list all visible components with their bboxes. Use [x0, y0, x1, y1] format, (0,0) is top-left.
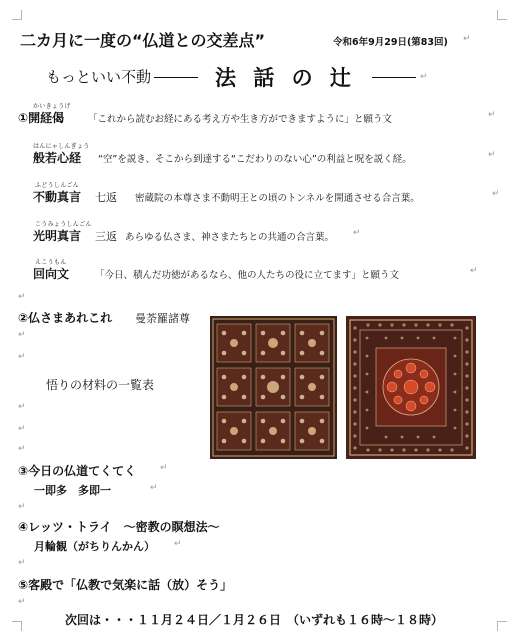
item3-detail: 一即多 多即一 [34, 484, 111, 497]
sutra-description: 「今日、積んだ功徳があるなら、他の人たちの役に立てます」と願う文 [95, 270, 400, 281]
sutra-description: あらゆる仏さま、神さまたちとの共通の合言葉。 [125, 232, 335, 243]
item2-note: 悟りの材料の一覧表 [46, 378, 155, 392]
sutra-ruby: こうみょうしんごん [35, 221, 92, 228]
item1-description: 「これから読むお経にある考え方や生き方ができますように」と願う文 [88, 114, 393, 125]
paragraph-mark-icon: ↵ [492, 189, 500, 199]
paragraph-mark-icon: ↵ [174, 539, 182, 549]
paragraph-mark-icon: ↵ [488, 110, 496, 120]
subheader-lead: もっといい不動 [46, 68, 152, 86]
paragraph-mark-icon: ↵ [18, 402, 26, 412]
sutra-ruby: えこうもん [35, 259, 67, 266]
taizokai-mandala-image [210, 316, 337, 459]
item2-topic: 曼荼羅諸尊 [135, 312, 190, 325]
item4-detail: 月輪観（がちりんかん） [34, 540, 155, 553]
paragraph-mark-icon: ↵ [18, 330, 26, 340]
item5-heading: ⑤客殿で「仏教で気楽に話（放）そう」 [18, 578, 233, 592]
paragraph-mark-icon: ↵ [470, 266, 478, 276]
item4-heading: ④レッツ・トライ ～密教の瞑想法～ [18, 520, 220, 534]
item1-heading: ①開経偈 [18, 111, 65, 125]
paragraph-mark-icon: ↵ [18, 558, 26, 568]
paragraph-mark-icon: ↵ [18, 444, 26, 454]
paragraph-mark-icon: ↵ [18, 352, 26, 362]
sutra-ruby: ふどうしんごん [35, 182, 80, 189]
kongokai-mandala-graphic [346, 316, 476, 459]
header-date: 令和6年9月29日(第83回) [333, 37, 448, 48]
sutra-name: 般若心経 [33, 151, 82, 165]
paragraph-mark-icon: ↵ [18, 424, 26, 434]
paragraph-mark-icon: ↵ [353, 228, 361, 238]
footer-next-dates: 次回は・・・１１月２４日／１月２６日 （いずれも１６時～１８時） [65, 613, 444, 627]
item1-ruby: かいきょうげ [33, 103, 71, 110]
paragraph-mark-icon: ↵ [463, 34, 471, 44]
paragraph-mark-icon: ↵ [150, 483, 158, 493]
page-corner-mark [12, 10, 22, 20]
paragraph-mark-icon: ↵ [18, 597, 26, 607]
paragraph-mark-icon: ↵ [420, 72, 428, 82]
sutra-name: 光明真言 [33, 229, 82, 243]
item2-heading: ②仏さまあれこれ [18, 311, 113, 325]
sutra-count: 三返 [95, 230, 117, 243]
header-title: 二カ月に一度の“仏道との交差点” [20, 31, 266, 50]
sutra-count: 七返 [95, 191, 117, 204]
subheader-rule-left [154, 77, 198, 78]
paragraph-mark-icon: ↵ [488, 150, 496, 160]
paragraph-mark-icon: ↵ [160, 463, 168, 473]
kongokai-mandala-image [346, 316, 476, 459]
sutra-description: “空”を説き、そこから到達する“こだわりのない心”の利益と呪を説く経。 [98, 154, 412, 165]
paragraph-mark-icon: ↵ [18, 502, 26, 512]
item3-heading: ③今日の仏道てくてく [18, 464, 137, 478]
sutra-ruby: はんにゃしんぎょう [33, 143, 90, 150]
subheader-main: 法 話 の 辻 [215, 66, 356, 90]
page-corner-mark [497, 10, 507, 20]
sutra-description: 密蔵院の本尊さま不動明王との頃のトンネルを開通させる合言葉。 [135, 193, 420, 204]
page-corner-mark [12, 621, 22, 631]
page-corner-mark [497, 621, 507, 631]
subheader-rule-right [372, 77, 416, 78]
taizokai-mandala-graphic [210, 316, 337, 459]
paragraph-mark-icon: ↵ [18, 292, 26, 302]
sutra-name: 回向文 [33, 267, 70, 281]
sutra-name: 不動真言 [33, 190, 82, 204]
